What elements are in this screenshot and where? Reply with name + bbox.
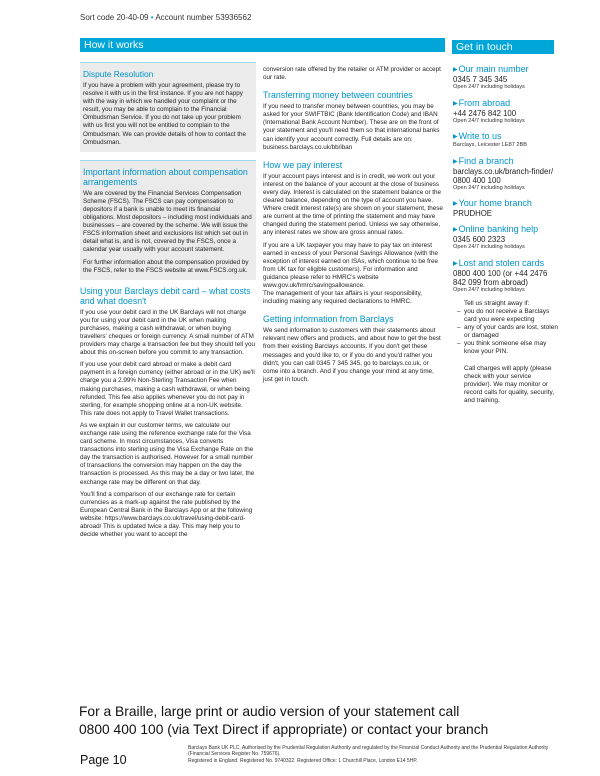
debit-card-p2: If you use your debit card abroad or make a debit card payment in a foreign currency (either abroad or in the UK) we'll charge you a 2.99% Non-Sterling Transaction Fee when making purchases, making a cash withdrawal, or when being refunded. This fee also applies whenever you do not pay in sterling, for example shopping online at a non-UK website. This rate does not apply to Travel Wallet transactions. — [80, 361, 255, 417]
contact-lost-cards — [453, 258, 558, 295]
info-title: Getting information from Barclays — [263, 314, 394, 325]
write-address: Barclays, Leicester LE87 2BB — [453, 142, 527, 148]
compensation-title: Important information about compensation arrangements — [83, 166, 248, 187]
triangle-right-icon: ▶ — [453, 201, 458, 207]
account-header — [80, 13, 251, 22]
online-help-hours: Open 24/7 including holidays — [453, 244, 525, 250]
interest-p3: The management of your tax affairs is your responsibility, including making any required declarations to HMRC. — [263, 290, 423, 306]
debit-card-p1: If you use your debit card in the UK Barclays will not charge you for using your debit card in the UK when making purchases, making a cash withdrawal, or when buying travellers' cheques or foreign currency. A small number of ATM providers may charge a transaction fee but they should tell you about this on-screen before you commit to any transaction. — [80, 308, 256, 357]
lost-cards-number: 0800 400 100 (or +44 2476 842 099 from abroad) — [453, 268, 548, 287]
dispute-body: If you have a problem with your agreement, please try to resolve it with us in the first instance. If you are not happy with the way in which we handled your complaint or the result, you may be able to complain to the Financial Ombudsman Service. If you do not take up your problem with us first you will not be entitled to complain to the Ombudsman. We can provide details of how to contact the Ombudsman. — [83, 82, 246, 146]
triangle-right-icon: ▶ — [453, 67, 458, 73]
list-item: – you do not receive a Barclays card you were expecting — [457, 308, 550, 323]
tell-us-intro: Tell us straight away if: — [464, 300, 530, 307]
debit-card-section — [80, 286, 256, 540]
debit-card-title: Using your Barclays debit card – what costs and what doesn't — [80, 285, 251, 306]
abroad-hours: Open 24/7 including holidays — [453, 117, 525, 124]
column-right — [453, 64, 558, 405]
header-separator: • — [150, 13, 154, 22]
contact-write — [453, 131, 558, 150]
contact-head: Find a branch — [458, 155, 514, 166]
contact-online-help — [453, 224, 558, 252]
how-it-works-bar: How it works — [80, 38, 445, 52]
page-number: Page 10 — [80, 753, 127, 767]
get-in-touch-bar: Get in touch — [452, 40, 554, 54]
list-item: – you think someone else may know your PIN. — [457, 340, 547, 355]
accessible-formats-notice — [79, 703, 488, 739]
contact-head: Lost and stolen cards — [458, 257, 545, 268]
triangle-right-icon: ▶ — [453, 227, 458, 233]
dispute-box — [80, 62, 256, 152]
tell-us-note — [457, 300, 558, 405]
braille-line-2: 0800 400 100 (via Text Direct if appropriate) or contact your branch — [79, 722, 489, 737]
compensation-body-1: We are covered by the Financial Services Compensation Scheme (FSCS). The FSCS can pay compensation to depositors if a bank is unable to meet its financial obligations. Most depositors – including most individuals and businesses – are covered by the scheme. We will issue the FSCS information sheet and exclusions list which set out in detail what is, and is not, covered by the FSCS, once a calendar year usually with your account statement. — [83, 189, 252, 254]
sort-code: Sort code 20-40-09 — [80, 13, 149, 22]
contact-branch-finder — [453, 156, 558, 193]
compensation-body-2: For further information about the compensation provided by the FSCS, refer to the FSCS website at www.FSCS.org.uk. — [83, 258, 249, 274]
branch-finder-link[interactable]: barclays.co.uk/branch-finder/ — [453, 166, 554, 176]
column-left — [80, 62, 256, 539]
contact-head: Your home branch — [458, 198, 532, 208]
list-item: – any of your cards are lost, stolen or damaged — [457, 324, 558, 339]
dispute-title: Dispute Resolution — [83, 69, 154, 79]
triangle-right-icon: ▶ — [453, 134, 458, 140]
account-number: Account number 53936562 — [155, 13, 252, 22]
continuation-text: conversion rate offered by the retailer or ATM provider or accept our rate. — [263, 66, 441, 82]
transfer-title: Transferring money between countries — [263, 90, 413, 101]
interest-p1: If your account pays interest and is in credit, we work out your interest on the balance of your account at the close of business every day. Interest is calculated on the statement balance or the cleared balance, depending on the type of account you have. Where credit interest rate(s) are shown on your statement, these are current at the time of printing the statement and may have changed during the statement period. Unless we say otherwise, any interest rates we show are gross annual rates. — [263, 172, 443, 237]
triangle-right-icon: ▶ — [453, 100, 458, 107]
compensation-box — [80, 160, 256, 280]
call-charges-note: Call charges will apply (please check with your service provider). We may monitor or record calls for quality, security, and training. — [464, 365, 555, 404]
info-body: We send information to customers with their statements about relevant new offers and products, and about how to get the best from their existing Barclays accounts. If you don't get these messages and you'd like to, or if you do and you'd rather you didn't, you can call 0345 7 345 345, go to barclays.co.uk, or come into a branch. And if you change your mind at any time, just get in touch. — [263, 327, 441, 383]
contact-head: Write to us — [458, 131, 502, 141]
branch-finder-number: 0800 400 100 — [453, 175, 501, 185]
online-help-number: 0345 600 2323 — [453, 235, 506, 244]
legal-line-1: Barclays Bank UK PLC. Authorised by the Prudential Regulation Authority and regulated by the Financial Conduct Authority and the Prudential Regulation Authority (Financial Services Register No. 759676). — [188, 745, 549, 758]
abroad-number: +44 2476 842 100 — [453, 108, 517, 118]
main-number: 0345 7 345 345 — [453, 75, 508, 84]
legal-line-2: Registered in England. Registered No. 9740322. Registered Office: 1 Churchill Place, London E14 5HP. — [188, 757, 418, 764]
contact-head: From abroad — [458, 97, 511, 108]
legal-footer — [188, 745, 558, 764]
home-branch-name: PRUDHOE — [453, 209, 492, 218]
contact-head: Our main number — [458, 64, 529, 74]
braille-line-1: For a Braille, large print or audio version of your statement call — [79, 704, 460, 719]
lost-cards-hours: Open 24/7 including holidays — [453, 286, 525, 293]
main-hours: Open 24/7 including holidays — [453, 84, 525, 90]
contact-main — [453, 64, 558, 92]
column-middle — [263, 66, 443, 384]
contact-head: Online banking help — [458, 224, 539, 234]
branch-finder-hours: Open 24/7 including holidays — [453, 184, 525, 191]
triangle-right-icon: ▶ — [453, 260, 458, 267]
interest-p2: If you are a UK taxpayer you may have to pay tax on interest earned in excess of your Personal Savings Allowance (with the exception of interest earned on ISAs, which continue to be free from UK tax for eligible customers). For information and guidance please refer to HMRC's website www.gov.uk/hmrc/savingsallowance. — [263, 241, 439, 289]
debit-card-p3: As we explain in our customer terms, we calculate our exchange rate using the reference exchange rate for the Visa card scheme. In most circumstances, Visa converts transactions into sterling using the Visa Exchange Rate on the day the transaction is authorised. However for a small number of transactions the conversion may happen on the day the transaction is processed. As this may be a day or two later, the exchange rate may be different on that day. — [80, 421, 255, 486]
debit-card-p4: You'll find a comparison of our exchange rate for certain currencies as a mark-up against the rate published by the European Central Bank in the Barclays App or at the following website: https://www.barclays.co.uk/travel/using-debit-card-abroad/ This is updated twice a day. This may help you to decide whether you want to accept the — [80, 490, 253, 539]
triangle-right-icon: ▶ — [453, 158, 458, 165]
transfer-body: If you need to transfer money between countries, you may be asked for your SWIFTBIC (Bank Identification Code) and IBAN (International Bank Account Number). These are on the front of your statement and you'll need them so that international banks can identify your account correctly. Full details are on: business.barclays.co.uk/bb/iban — [263, 103, 440, 151]
contact-abroad — [453, 98, 558, 126]
interest-title: How we pay interest — [263, 159, 343, 170]
contact-home-branch — [453, 198, 558, 218]
